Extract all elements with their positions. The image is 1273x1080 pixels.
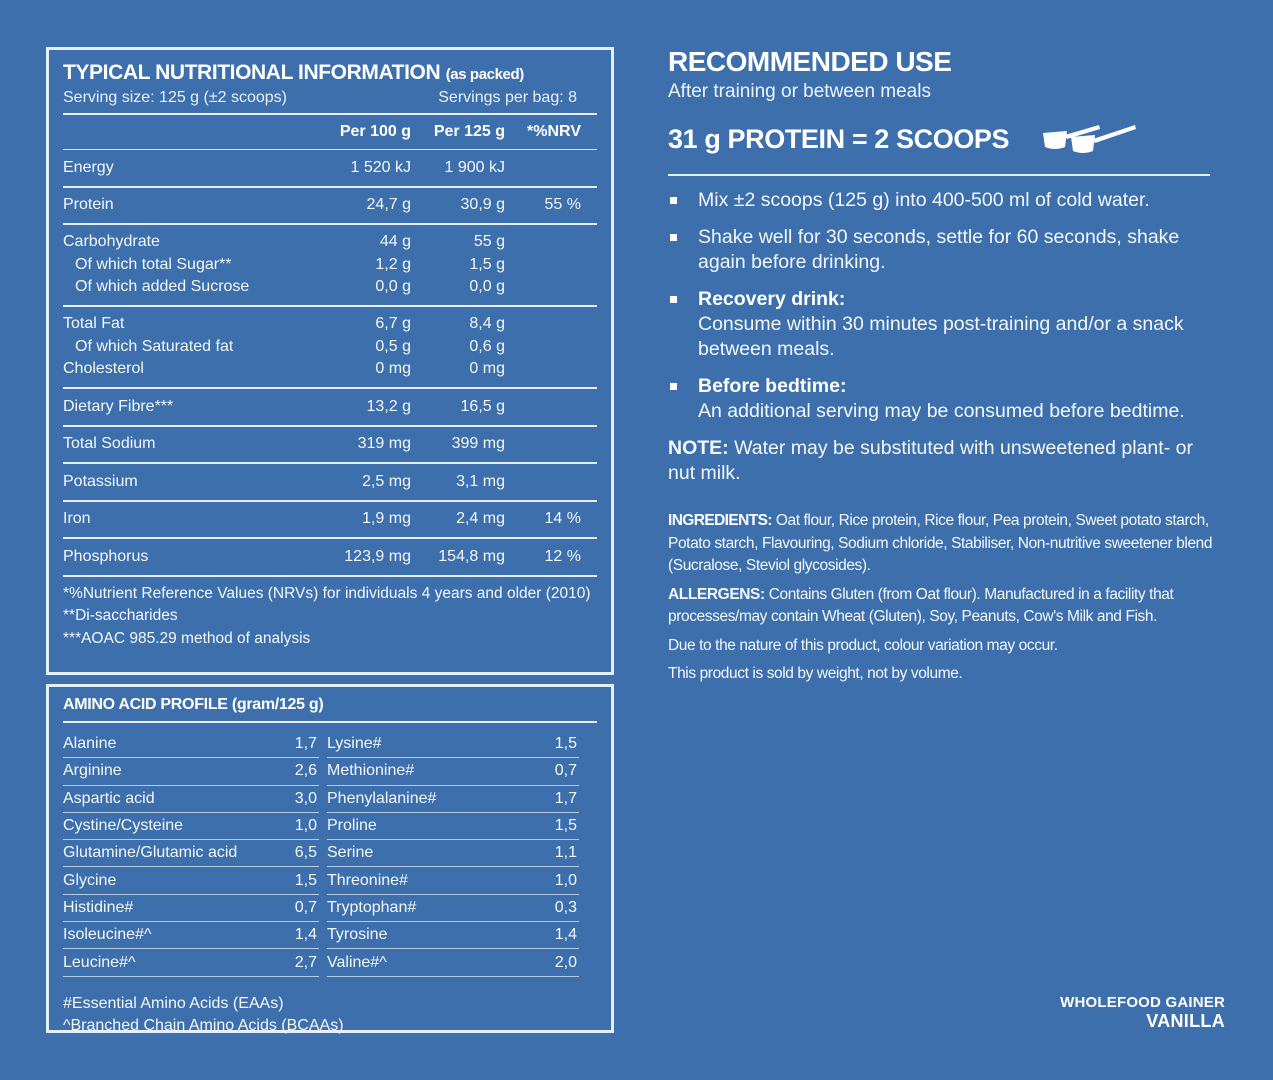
nutrition-row — [63, 150, 597, 188]
nutrition-cell: 14 % — [544, 510, 581, 527]
recommended-use-section — [668, 44, 1228, 686]
bullet-icon — [670, 234, 677, 241]
nutrition-title-text: TYPICAL NUTRITIONAL INFORMATION — [63, 61, 441, 84]
amino-right-column — [327, 731, 579, 977]
nutrition-cell: Of which total Sugar** — [75, 255, 232, 273]
amino-value: 1,0 — [294, 817, 317, 835]
nutrition-cell: 0,0 g — [375, 278, 411, 296]
nutrition-cell: 16,5 g — [460, 397, 505, 415]
footnote-aoac: ***AOAC 985.29 method of analysis — [63, 629, 311, 647]
amino-row — [63, 840, 319, 867]
value-per-100g — [325, 396, 411, 419]
amino-row — [327, 786, 579, 813]
amino-name: Serine — [327, 844, 374, 862]
nutrition-cell: Energy — [63, 158, 114, 176]
nutrient-name — [63, 396, 325, 419]
nutrition-row — [63, 539, 597, 577]
nrv-value — [505, 508, 581, 531]
nutrition-cell: 24,7 g — [366, 196, 411, 213]
amino-value: 1,4 — [294, 926, 317, 944]
nutrition-cell: 319 mg — [357, 435, 411, 452]
bullet-text: An additional serving may be consumed before bedtime. — [698, 400, 1185, 422]
nutrition-footnotes — [63, 577, 597, 651]
nrv-value — [505, 194, 581, 217]
value-per-100g — [325, 433, 411, 456]
allergens-label: ALLERGENS: — [668, 585, 765, 603]
bullet-text: Shake well for 30 seconds, settle for 60 seconds, shake again before drinking. — [698, 226, 1180, 273]
recommended-title: RECOMMENDED USE — [668, 46, 952, 77]
servings-per-bag: Servings per bag: 8 — [438, 89, 577, 106]
amino-row — [327, 813, 579, 840]
colour-note: Due to the nature of this product, colour variation may occur. — [668, 636, 1058, 654]
amino-value: 2,6 — [294, 762, 317, 780]
nutrition-cell: 30,9 g — [460, 196, 505, 213]
amino-value: 1,5 — [554, 735, 577, 753]
nutrition-row — [63, 307, 597, 389]
value-per-125g — [411, 508, 505, 531]
nutrition-cell: 0 mg — [469, 360, 505, 378]
amino-name: Proline — [327, 817, 377, 835]
nutrition-cell: 8,4 g — [469, 315, 505, 333]
amino-name: Glycine — [63, 871, 117, 889]
serving-info — [63, 88, 597, 108]
nutrition-cell: 1,2 g — [375, 255, 411, 273]
amino-footnotes — [63, 993, 597, 1038]
amino-row — [63, 813, 319, 840]
nutrition-cell: Carbohydrate — [63, 233, 160, 251]
amino-row — [327, 895, 579, 922]
protein-headline-text: 31 g PROTEIN = 2 SCOOPS — [668, 123, 1010, 154]
nutrition-cell: Potassium — [63, 472, 138, 490]
amino-value: 3,0 — [294, 789, 317, 807]
amino-value: 1,5 — [294, 871, 317, 889]
amino-name: Valine#^ — [327, 953, 387, 971]
nutrient-name — [63, 231, 325, 299]
product-name-text: WHOLEFOOD GAINER — [1060, 994, 1225, 1011]
amino-value: 0,3 — [554, 898, 577, 916]
value-per-125g — [411, 313, 505, 381]
nutrient-name — [63, 546, 325, 569]
header-per-100g: Per 100 g — [339, 123, 411, 140]
bullet-heading: Recovery drink: — [698, 288, 846, 310]
nutrition-cell: 0 mg — [375, 360, 411, 378]
nutrition-rows — [63, 150, 597, 577]
allergens-text: Contains Gluten (from Oat flour). Manufactured in a facility that processes/may contain Wheat (Gluten), Soy, Peanuts, Cow's Milk and Fish. — [668, 585, 1174, 625]
amino-value: 0,7 — [294, 898, 317, 916]
nutrition-cell: 0,6 g — [469, 337, 505, 355]
nutrition-cell: 1 900 kJ — [444, 158, 505, 176]
nutrition-row — [63, 389, 597, 427]
nutrition-cell: Protein — [63, 196, 114, 213]
nutrition-cell: 1,5 g — [469, 255, 505, 273]
header-nrv: *%NRV — [527, 123, 581, 140]
value-per-125g — [411, 546, 505, 569]
amino-row — [63, 758, 319, 785]
amino-name: Threonine# — [327, 871, 408, 889]
bullet-bedtime — [668, 374, 1228, 424]
amino-row — [327, 840, 579, 867]
amino-value: 1,0 — [554, 871, 577, 889]
note-text: Water may be substituted with unsweetened plant- or nut milk. — [668, 437, 1193, 484]
nutrition-cell: 123,9 mg — [344, 547, 411, 565]
nutrition-cell: 154,8 mg — [438, 547, 505, 565]
value-per-125g — [411, 231, 505, 299]
amino-name: Glutamine/Glutamic acid — [63, 844, 238, 862]
nutrient-name — [63, 313, 325, 381]
nutrition-cell: 0,0 g — [469, 278, 505, 296]
bullet-icon — [670, 383, 677, 390]
note — [668, 436, 1198, 486]
amino-value: 1,4 — [554, 926, 577, 944]
ingredients-label: INGREDIENTS: — [668, 512, 772, 529]
value-per-125g — [411, 433, 505, 456]
ingredients — [668, 510, 1224, 578]
nutrition-cell: Total Fat — [63, 315, 125, 333]
protein-headline — [668, 116, 1228, 162]
amino-row — [327, 922, 579, 949]
amino-value: 0,7 — [554, 762, 577, 780]
amino-name: Methionine# — [327, 762, 415, 780]
amino-title: AMINO ACID PROFILE (gram/125 g) — [63, 693, 597, 723]
nutrition-cell: 2,4 mg — [456, 510, 505, 527]
amino-name: Arginine — [63, 762, 122, 780]
amino-name: Tyrosine — [327, 926, 388, 944]
nutrient-name — [63, 433, 325, 456]
amino-name: Histidine# — [63, 898, 134, 916]
nutrition-cell: 13,2 g — [366, 397, 411, 415]
nutrition-cell: 44 g — [379, 233, 411, 251]
footnote-eaa: #Essential Amino Acids (EAAs) — [63, 994, 284, 1012]
nutrition-cell: 1,9 mg — [362, 510, 411, 527]
serving-size: Serving size: 125 g (±2 scoops) — [63, 89, 287, 106]
note-label: NOTE: — [668, 437, 729, 459]
amino-columns — [63, 731, 597, 977]
value-per-100g — [325, 157, 411, 180]
footnote-bcaa: ^Branched Chain Amino Acids (BCAAs) — [63, 1017, 344, 1035]
amino-name: Leucine#^ — [63, 953, 136, 971]
bullet-recovery — [668, 287, 1228, 362]
bullet-icon — [670, 197, 677, 204]
nutrition-cell: 1 520 kJ — [350, 158, 411, 176]
product-flavour: VANILLA — [1146, 1011, 1225, 1031]
amino-value: 2,0 — [554, 953, 577, 971]
product-name — [1060, 994, 1225, 1032]
footnote-disaccharides: **Di-saccharides — [63, 607, 178, 624]
amino-value: 1,7 — [554, 789, 577, 807]
nutrition-row — [63, 502, 597, 540]
amino-row — [63, 895, 319, 922]
amino-row — [327, 949, 579, 976]
amino-acid-panel — [46, 684, 614, 1033]
amino-name: Alanine — [63, 735, 117, 753]
value-per-100g — [325, 313, 411, 381]
amino-value: 1,7 — [294, 735, 317, 753]
ingredients-text: Oat flour, Rice protein, Rice flour, Pea protein, Sweet potato starch, Potato starch, Flavouring, Sodium chloride, Stabiliser, Non-nutritive sweetener blend (Sucralose, Steviol glycosides). — [668, 512, 1213, 574]
amino-row — [327, 867, 579, 894]
value-per-125g — [411, 157, 505, 180]
value-per-100g — [325, 546, 411, 569]
amino-value: 6,5 — [294, 844, 317, 862]
amino-row — [63, 731, 319, 758]
nutrition-cell: 12 % — [544, 547, 581, 565]
value-per-100g — [325, 471, 411, 494]
allergens — [668, 584, 1228, 629]
divider — [668, 174, 1210, 176]
nutrition-title-suffix: (as packed) — [445, 66, 524, 83]
amino-row — [63, 949, 319, 976]
bullet-text: Consume within 30 minutes post-training and/or a snack between meals. — [698, 313, 1184, 360]
header-per-125g: Per 125 g — [433, 123, 505, 140]
nutrition-cell: Total Sodium — [63, 435, 156, 452]
scoops-icon — [1039, 121, 1139, 157]
nutrient-name — [63, 194, 325, 217]
nutrition-title — [63, 60, 597, 88]
bullet-heading: Before bedtime: — [698, 375, 847, 397]
nutrition-cell: Of which Saturated fat — [75, 337, 234, 355]
nutrition-cell: Iron — [63, 510, 91, 527]
value-per-100g — [325, 194, 411, 217]
amino-row — [63, 786, 319, 813]
nutrition-cell: Of which added Sucrose — [75, 278, 250, 296]
value-per-125g — [411, 194, 505, 217]
nutrition-cell: Dietary Fibre*** — [63, 397, 174, 415]
nutrition-panel — [46, 47, 614, 675]
value-per-100g — [325, 508, 411, 531]
nutrition-cell: Phosphorus — [63, 547, 149, 565]
nutrient-name — [63, 471, 325, 494]
recommended-subtitle: After training or between meals — [668, 81, 931, 102]
value-per-125g — [411, 396, 505, 419]
amino-value: 1,5 — [554, 817, 577, 835]
nutrient-name — [63, 157, 325, 180]
amino-row — [327, 731, 579, 758]
nutrition-row — [63, 225, 597, 307]
nutrition-cell: 3,1 mg — [456, 472, 505, 490]
amino-row — [327, 758, 579, 785]
bullet-shake — [668, 225, 1228, 275]
amino-row — [63, 922, 319, 949]
value-per-125g — [411, 471, 505, 494]
footnote-nrv: *%Nutrient Reference Values (NRVs) for individuals 4 years and older (2010) — [63, 584, 591, 602]
nutrition-cell: 6,7 g — [375, 315, 411, 333]
amino-name: Isoleucine#^ — [63, 926, 152, 944]
nutrition-cell: 55 g — [473, 233, 505, 251]
bullet-text: Mix ±2 scoops (125 g) into 400-500 ml of cold water. — [698, 189, 1150, 211]
bullet-mix — [668, 188, 1228, 213]
nutrient-name — [63, 508, 325, 531]
nutrition-header-row — [63, 115, 597, 150]
bullet-icon — [670, 296, 677, 303]
amino-name: Phenylalanine# — [327, 789, 437, 807]
usage-bullets — [668, 188, 1228, 424]
amino-name: Cystine/Cysteine — [63, 817, 184, 835]
amino-name: Lysine# — [327, 735, 382, 753]
amino-name: Tryptophan# — [327, 898, 417, 916]
amino-name: Aspartic acid — [63, 789, 155, 807]
nutrition-row — [63, 427, 597, 465]
amino-row — [63, 867, 319, 894]
amino-value: 1,1 — [554, 844, 577, 862]
amino-value: 2,7 — [294, 953, 317, 971]
nutrition-cell: 2,5 mg — [362, 472, 411, 490]
amino-left-column — [63, 731, 319, 977]
nutrition-cell: 55 % — [544, 196, 581, 213]
nutrition-row — [63, 464, 597, 502]
value-per-100g — [325, 231, 411, 299]
weight-note: This product is sold by weight, not by volume. — [668, 665, 963, 682]
nrv-value — [505, 546, 581, 569]
nutrition-cell: Cholesterol — [63, 360, 144, 378]
nutrition-row — [63, 188, 597, 226]
nutrition-cell: 0,5 g — [375, 337, 411, 355]
nutrition-cell: 399 mg — [451, 435, 505, 452]
